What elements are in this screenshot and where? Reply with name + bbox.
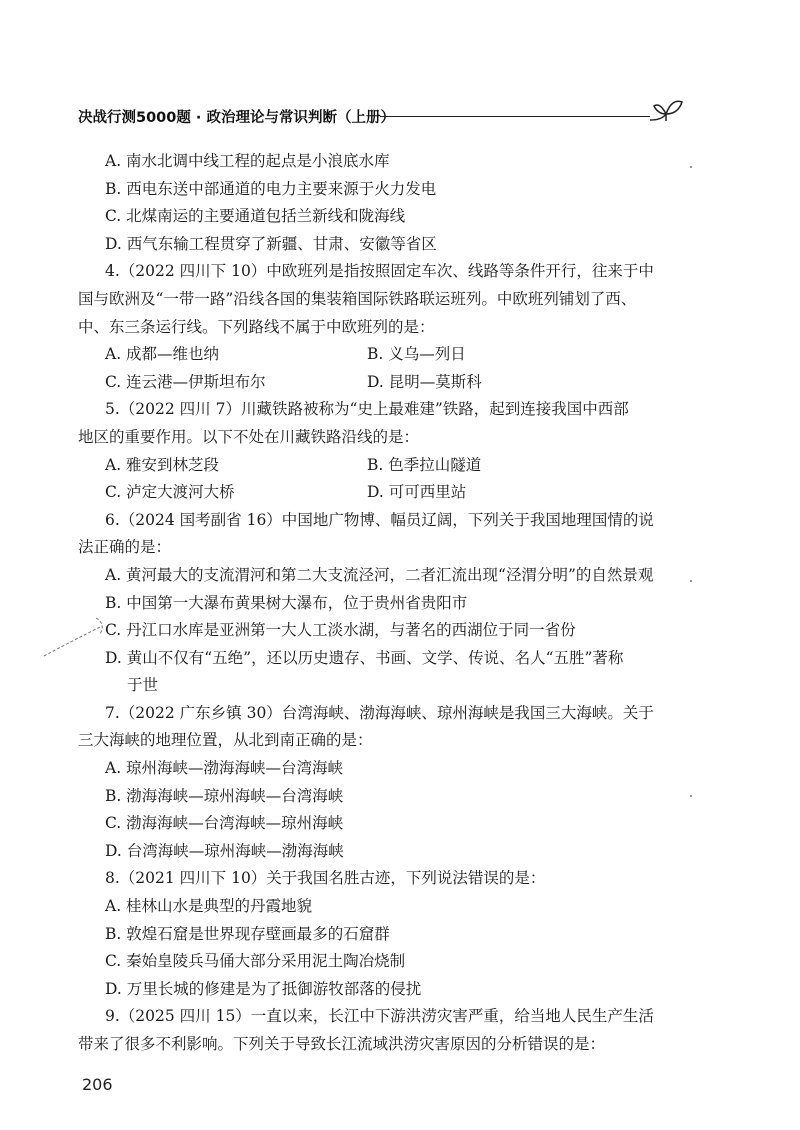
option: B. 敦煌石窟是世界现存壁画最多的石窟群 [105,924,390,943]
question-stem: 中、东三条运行线。下列路线不属于中欧班列的是： [78,317,435,336]
question-stem: 8.（2021 四川下 10）关于我国名胜古迹，下列说法错误的是： [105,869,546,888]
question-stem: 7.（2022 广东乡镇 30）台湾海峡、渤海海峡、琼州海峡是我国三大海峡。关于 [105,703,654,722]
question-stem: 4.（2022 四川下 10）中欧班列是指按照固定车次、线路等条件开行，往来于中 [105,262,654,281]
option: D. 黄山不仅有“五绝”，还以历史遗存、书画、文学、传说、名人“五胜”著称 [105,648,624,667]
option: A. 黄河最大的支流渭河和第二大支流泾河，二者汇流出现“泾渭分明”的自然景观 [105,565,654,584]
book-title: 决战行测5000题 · 政治理论与常识判断（上册） [78,110,395,126]
option: C. 连云港—伊斯坦布尔 [105,372,266,391]
option-row [105,341,680,369]
pencil-mark [40,612,120,662]
option-row [105,479,680,507]
option: B. 义乌—列日 [367,345,466,364]
option: A. 雅安到林芝段 [105,455,220,474]
question-stem: 地区的重要作用。以下不处在川藏铁路沿线的是： [78,427,420,446]
text-line: A. 南水北调中线工程的起点是小浪底水库 [105,152,390,170]
option: D. 万里长城的修建是为了抵御游牧部落的侵扰 [105,979,422,998]
option-continuation: 于世 [127,676,159,695]
question-stem: 国与欧洲及“一带一路”沿线各国的集装箱国际铁路联运班列。中欧班列铺划了西、 [78,289,637,308]
running-header [78,104,688,130]
option: C. 泸定大渡河大桥 [105,483,235,502]
question-stem: 9.（2025 四川 15）一直以来，长江中下游洪涝灾害严重，给当地人民生产生活 [105,1007,654,1026]
option: D. 昆明—莫斯科 [367,372,482,391]
option: A. 成都—维也纳 [105,345,220,364]
question-stem: 法正确的是： [78,538,172,557]
scan-speck [690,166,692,168]
option: C. 丹江口水库是亚洲第一大人工淡水湖，与著名的西湖位于同一省份 [105,621,576,640]
question-content [78,148,680,1059]
sprout-icon [648,94,688,126]
option: A. 琼州海峡—渤海海峡—台湾海峡 [105,759,344,778]
option: B. 中国第一大瀑布黄果树大瀑布，位于贵州省贵阳市 [105,593,468,612]
option: B. 色季拉山隧道 [367,455,482,474]
question-stem: 三大海峡的地理位置，从北到南正确的是： [78,731,373,750]
option: D. 可可西里站 [367,483,467,502]
question-stem: 5.（2022 四川 7）川藏铁路被称为“史上最难建”铁路，起到连接我国中西部 [105,400,629,419]
question-stem: 带来了很多不利影响。下列关于导致长江流域洪涝灾害原因的分析错误的是： [78,1035,606,1053]
page-number: 206 [82,1075,113,1094]
option: A. 桂林山水是典型的丹霞地貌 [105,897,313,916]
option: D. 台湾海峡—琼州海峡—渤海海峡 [105,841,344,860]
text-line: B. 西电东送中部通道的电力主要来源于火力发电 [105,179,437,198]
option-row [105,369,680,397]
header-rule [380,116,650,117]
option-row [105,452,680,480]
option: C. 渤海海峡—台湾海峡—琼州海峡 [105,814,344,833]
scan-speck [690,795,692,797]
question-stem: 6.（2024 国考副省 16）中国地广物博、幅员辽阔，下列关于我国地理国情的说 [105,510,654,529]
option: B. 渤海海峡—琼州海峡—台湾海峡 [105,786,344,805]
scan-speck [690,580,692,582]
text-line: C. 北煤南运的主要通道包括兰新线和陇海线 [105,207,406,226]
option: C. 秦始皇陵兵马俑大部分采用泥土陶冶烧制 [105,952,406,971]
text-line: D. 西气东输工程贯穿了新疆、甘肃、安徽等省区 [105,234,437,253]
